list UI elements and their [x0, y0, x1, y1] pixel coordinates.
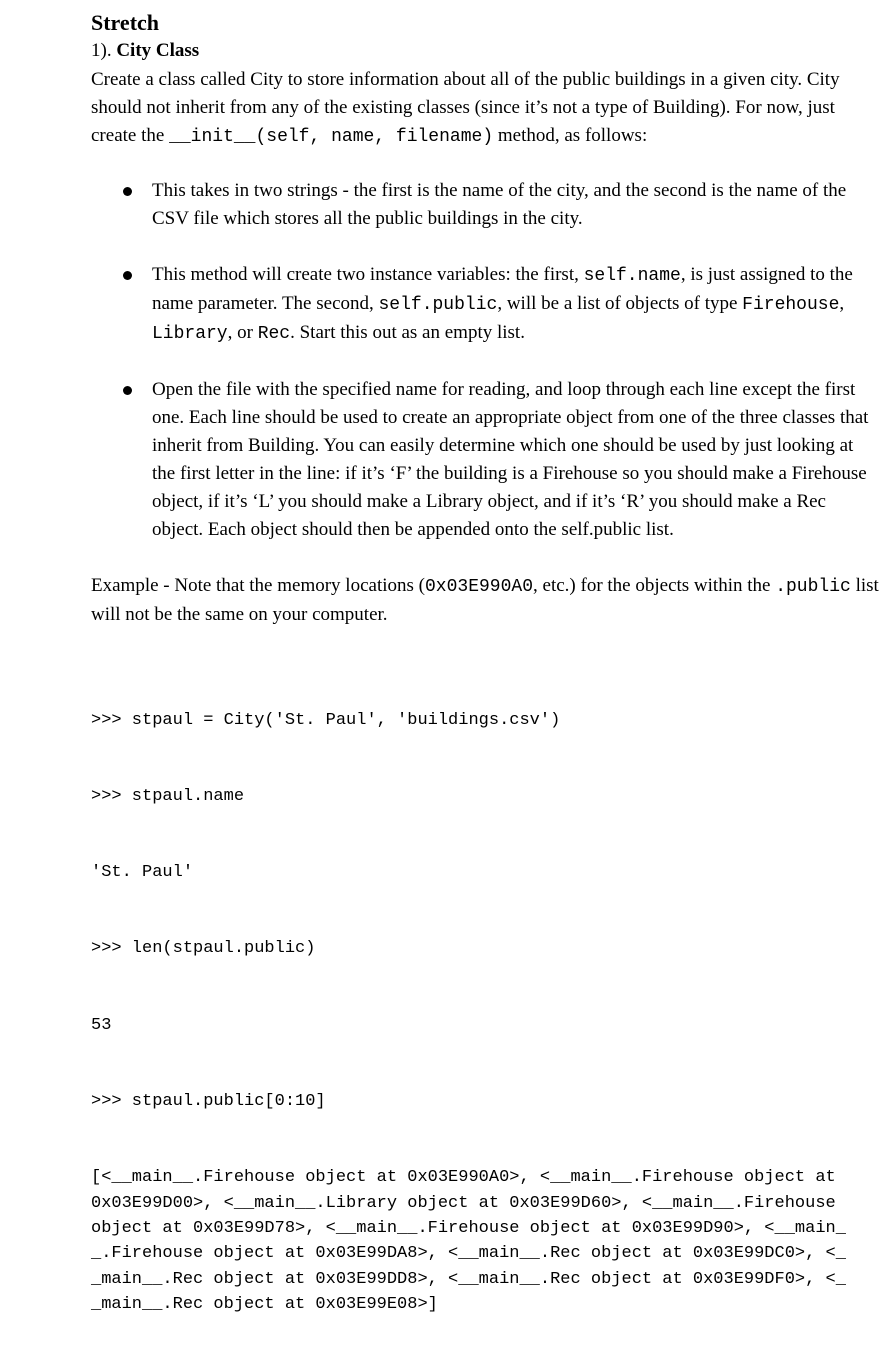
bullet-item-instance-vars — [91, 261, 881, 348]
bullet-text: , will be a list of objects of type — [497, 293, 743, 314]
bullet-text: , or — [227, 322, 258, 343]
console-line: >>> stpaul.public[0:10] — [91, 1091, 326, 1111]
example-text-2: , etc.) for the objects within the — [533, 575, 776, 596]
intro-text-2: method, as follows: — [493, 125, 648, 146]
python-console-example — [91, 657, 851, 1368]
self-public-code: self.public — [378, 295, 498, 315]
console-line: 53 — [91, 1015, 112, 1035]
page-title: Stretch — [91, 10, 160, 35]
console-line: >>> len(stpaul.public) — [91, 939, 316, 959]
section-title: City Class — [116, 40, 200, 61]
bullet-text: This method will create two instance variables: the first, — [152, 264, 584, 285]
init-signature-code: __init__(self, name, filename) — [169, 127, 494, 147]
console-line: >>> stpaul = City('St. Paul', 'buildings.csv') — [91, 710, 561, 730]
firehouse-code: Firehouse — [742, 295, 840, 315]
method-bullet-list — [91, 177, 881, 544]
console-line: >>> stpaul.name — [91, 787, 245, 807]
bullet-item-file-loop — [91, 376, 881, 544]
bullet-text: This takes in two strings - the first is the name of the city, and the second is the name of the CSV file which stores all the public buildings in the city. — [152, 180, 847, 229]
console-line: 'St. Paul' — [91, 863, 194, 883]
bullet-text: , is just assigned to the name parameter. The second, — [152, 264, 853, 314]
section-number: 1). — [91, 40, 112, 61]
bullet-text: . Start this out as an empty list. — [290, 322, 525, 343]
console-output-list: [<__main__.Firehouse object at 0x03E990A0>, <__main__.Firehouse object at 0x03E99D00>, <__main__.Library object at 0x03E99D60>, <__main__.Firehouse object at 0x03E99D78>, <__main__.Firehouse object at 0x03E99D90>, <__main__.Firehouse object at 0x03E99DA8>, <__main__.Rec object at 0x03E99DC0>, <__main__.Rec object at 0x03E99DD8>, <__main__.Rec object at 0x03E99DF0>, <__main__.Rec object at 0x03E99E08>] — [91, 1168, 846, 1315]
bullet-item-params — [91, 177, 881, 233]
example-paragraph — [91, 572, 881, 629]
document-page — [91, 8, 881, 1368]
section-heading — [91, 38, 881, 64]
example-text-3: list will not be the same on your computer. — [91, 575, 879, 625]
rec-code: Rec — [257, 324, 291, 344]
intro-text-1: Create a class called City to store information about all of the public buildings in a given city. City should not inherit from any of the existing classes (since it’s not a type of Building). For now, just create the — [91, 69, 840, 146]
example-text-1: Example - Note that the memory locations ( — [91, 575, 425, 596]
library-code: Library — [152, 324, 228, 344]
bullet-text: , — [839, 293, 845, 314]
intro-paragraph — [91, 66, 881, 151]
public-attr-code: .public — [775, 577, 851, 597]
memory-address-code: 0x03E990A0 — [424, 577, 534, 597]
self-name-code: self.name — [583, 266, 681, 286]
bullet-text: Open the file with the specified name for reading, and loop through each line except the first one. Each line should be used to create an appropriate object from one of the three classes that inherit from Building. You can easily determine which one should be used by just looking at the first letter in the line: if it’s ‘F’ the building is a Firehouse so you should make a Firehouse object, if it’s ‘L’ you should make a Library object, and if it’s ‘R’ you should make a Rec object. Each object should then be appended onto the self.public list. — [152, 379, 869, 540]
